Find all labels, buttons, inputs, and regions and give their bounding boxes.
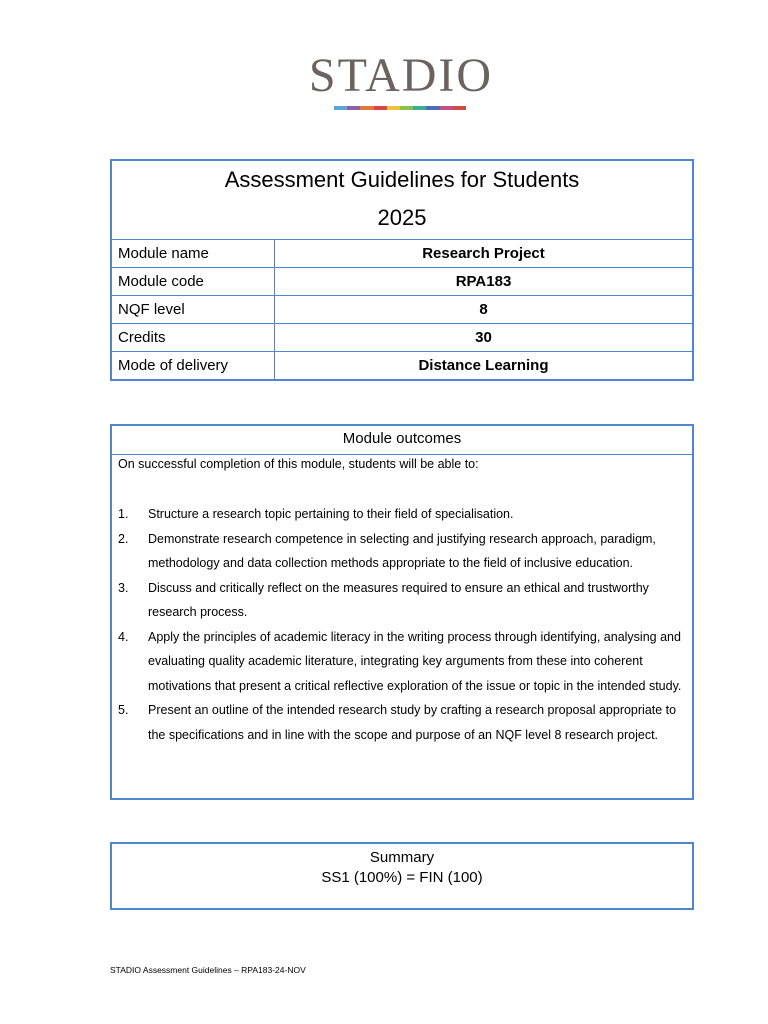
summary-formula: SS1 (100%) = FIN (100): [321, 869, 483, 886]
outcome-text: Present an outline of the intended research study by crafting a research proposal appropriate to the specifications and in line with the scope and purpose of an NQF level 8 research project.: [148, 703, 677, 742]
info-row-module-code: [112, 268, 692, 296]
logo-wordmark: STADIO: [308, 49, 494, 102]
logo-bar-segment: [426, 106, 439, 110]
outcome-text: Demonstrate research competence in selecting and justifying research approach, paradigm, methodology and data collection methods appropriate to the field of inclusive education.: [148, 531, 656, 570]
info-row-mode-of-delivery: [112, 352, 692, 379]
info-row-nqf-level: [112, 296, 692, 324]
document-title: [112, 161, 692, 240]
outcome-item: [118, 625, 686, 699]
logo-bar-segment: [374, 106, 387, 110]
outcome-number: 5.: [118, 703, 129, 717]
summary-heading: Summary: [369, 849, 435, 866]
outcome-text: Structure a research topic pertaining to their field of specialisation.: [148, 507, 514, 521]
outcome-item: [118, 527, 686, 576]
outcomes-intro: On successful completion of this module, students will be able to:: [118, 457, 479, 471]
logo-bar-segment: [453, 106, 466, 110]
info-label: Credits: [112, 324, 275, 351]
outcomes-heading: Module outcomes: [112, 426, 692, 455]
logo-bar-segment: [387, 106, 400, 110]
info-value: RPA183: [455, 273, 512, 290]
info-label: NQF level: [112, 296, 275, 323]
outcome-number: 2.: [118, 531, 129, 546]
info-value: Research Project: [422, 245, 545, 262]
outcome-item: [118, 576, 686, 625]
outcome-item: [118, 698, 686, 747]
info-row-credits: [112, 324, 692, 352]
logo-bar-segment: [360, 106, 373, 110]
outcome-number: 1.: [118, 507, 129, 521]
outcome-number: 4.: [118, 629, 129, 644]
logo-bar-segment: [334, 106, 347, 110]
info-label: Module name: [112, 240, 275, 267]
stadio-logo: [290, 50, 512, 112]
info-value: 30: [475, 329, 492, 346]
title-line-1: Assessment Guidelines for Students: [224, 167, 580, 192]
logo-bar-segment: [413, 106, 426, 110]
logo-bar-segment: [400, 106, 413, 110]
logo-bar-segment: [347, 106, 360, 110]
logo-bar-segment: [440, 106, 453, 110]
title-year: 2025: [377, 205, 427, 230]
info-value: 8: [479, 301, 488, 318]
module-info-table: [110, 159, 694, 381]
info-value: Distance Learning: [418, 357, 549, 374]
info-row-module-name: [112, 240, 692, 268]
info-label: Mode of delivery: [112, 352, 275, 379]
logo-color-bar: [334, 106, 466, 110]
module-outcomes-box: [110, 424, 694, 800]
outcome-item: [118, 502, 686, 527]
outcome-text: Apply the principles of academic literacy in the writing process through identifying, analysing and evaluating quality academic literature, integrating key arguments from these into coherent motivations that present a critical reflective exploration of the issue or topic in the intended study.: [148, 629, 682, 693]
outcome-number: 3.: [118, 580, 129, 595]
info-label: Module code: [112, 268, 275, 295]
page-footer: STADIO Assessment Guidelines – RPA183-24-NOV: [110, 965, 306, 975]
summary-box: [110, 842, 694, 910]
outcome-text: Discuss and critically reflect on the measures required to ensure an ethical and trustworthy research process.: [148, 580, 649, 619]
outcomes-list: [118, 502, 686, 747]
